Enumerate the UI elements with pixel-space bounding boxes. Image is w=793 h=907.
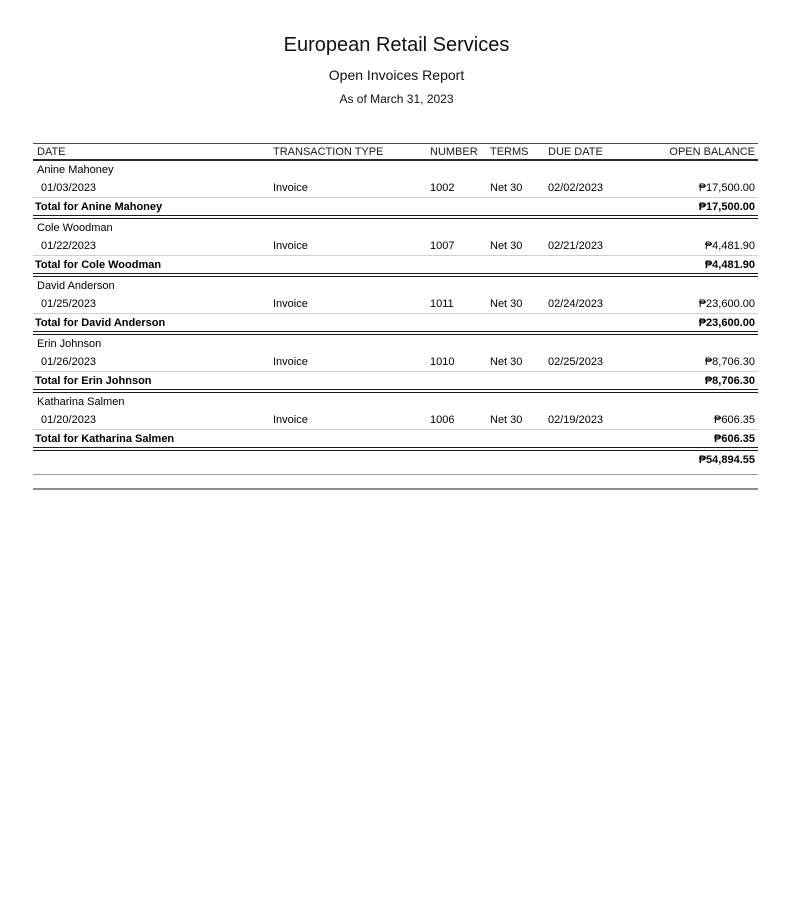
cell-transaction-type: Invoice (273, 414, 308, 426)
report-title: Open Invoices Report (328, 67, 465, 83)
customer-row (33, 161, 758, 179)
customer-group (33, 161, 758, 219)
customer-row (33, 219, 758, 237)
cell-terms: Net 30 (490, 298, 523, 310)
customer-name: David Anderson (37, 280, 115, 292)
cell-terms: Net 30 (490, 240, 523, 252)
cell-due-date: 02/24/2023 (548, 298, 604, 310)
footer-rule (33, 474, 758, 475)
open-invoices-table (33, 143, 758, 490)
group-rows (33, 411, 758, 429)
cell-date: 01/22/2023 (41, 240, 97, 252)
cell-due-date: 02/19/2023 (548, 414, 604, 426)
customer-name: Erin Johnson (37, 338, 102, 350)
cell-number: 1006 (430, 414, 455, 426)
grand-total-value: ₱54,894.55 (698, 454, 755, 466)
invoice-row (33, 179, 758, 197)
group-rows (33, 353, 758, 371)
cell-open-balance: ₱17,500.00 (698, 182, 755, 194)
customer-total-label: Total for David Anderson (35, 316, 166, 329)
invoice-row (33, 353, 758, 371)
grand-total-row (33, 451, 758, 469)
invoice-row (33, 237, 758, 255)
cell-open-balance: ₱8,706.30 (704, 356, 755, 368)
customer-total-value: ₱4,481.90 (704, 258, 755, 271)
customer-total-row (33, 429, 758, 447)
customer-total-value: ₱606.35 (714, 432, 755, 445)
column-header: TRANSACTION TYPE (273, 145, 384, 158)
customer-total-value: ₱23,600.00 (698, 316, 755, 329)
cell-number: 1010 (430, 356, 455, 368)
customer-total-row (33, 255, 758, 273)
customer-total-value: ₱8,706.30 (704, 374, 755, 387)
group-rows (33, 179, 758, 197)
table-body (33, 161, 758, 451)
customer-total-row (33, 371, 758, 389)
cell-date: 01/20/2023 (41, 414, 97, 426)
cell-transaction-type: Invoice (273, 356, 308, 368)
column-header: DATE (37, 145, 66, 158)
cell-number: 1011 (430, 298, 454, 310)
customer-name: Cole Woodman (37, 222, 113, 234)
column-header: DUE DATE (548, 145, 603, 158)
customer-row (33, 393, 758, 411)
column-header: NUMBER (430, 145, 478, 158)
customer-total-label: Total for Cole Woodman (35, 258, 162, 271)
cell-open-balance: ₱606.35 (714, 414, 755, 426)
cell-open-balance: ₱23,600.00 (698, 298, 755, 310)
report-as-of-date: As of March 31, 2023 (339, 92, 454, 106)
cell-due-date: 02/25/2023 (548, 356, 604, 368)
customer-group (33, 219, 758, 277)
cell-transaction-type: Invoice (273, 240, 308, 252)
table-header-row (33, 143, 758, 161)
company-name: European Retail Services (283, 34, 510, 56)
cell-transaction-type: Invoice (273, 298, 308, 310)
cell-terms: Net 30 (490, 356, 523, 368)
column-header: OPEN BALANCE (669, 145, 755, 158)
cell-open-balance: ₱4,481.90 (704, 240, 755, 252)
invoice-row (33, 295, 758, 313)
customer-group (33, 393, 758, 451)
cell-number: 1002 (430, 182, 455, 194)
cell-number: 1007 (430, 240, 455, 252)
cell-terms: Net 30 (490, 414, 523, 426)
group-rows (33, 295, 758, 313)
cell-due-date: 02/02/2023 (548, 182, 604, 194)
cell-date: 01/25/2023 (41, 298, 97, 310)
customer-total-row (33, 313, 758, 331)
invoice-row (33, 411, 758, 429)
customer-name: Katharina Salmen (37, 396, 125, 408)
cell-date: 01/26/2023 (41, 356, 97, 368)
group-rows (33, 237, 758, 255)
customer-total-label: Total for Anine Mahoney (35, 200, 163, 213)
cell-date: 01/03/2023 (41, 182, 97, 194)
customer-name: Anine Mahoney (37, 164, 114, 176)
cell-due-date: 02/21/2023 (548, 240, 604, 252)
customer-group (33, 277, 758, 335)
customer-total-value: ₱17,500.00 (698, 200, 755, 213)
footer-rule (33, 488, 758, 490)
customer-total-label: Total for Erin Johnson (35, 374, 152, 387)
customer-row (33, 277, 758, 295)
customer-total-label: Total for Katharina Salmen (35, 432, 175, 445)
customer-total-row (33, 197, 758, 215)
cell-transaction-type: Invoice (273, 182, 308, 194)
column-header: TERMS (490, 145, 529, 158)
customer-row (33, 335, 758, 353)
cell-terms: Net 30 (490, 182, 523, 194)
customer-group (33, 335, 758, 393)
